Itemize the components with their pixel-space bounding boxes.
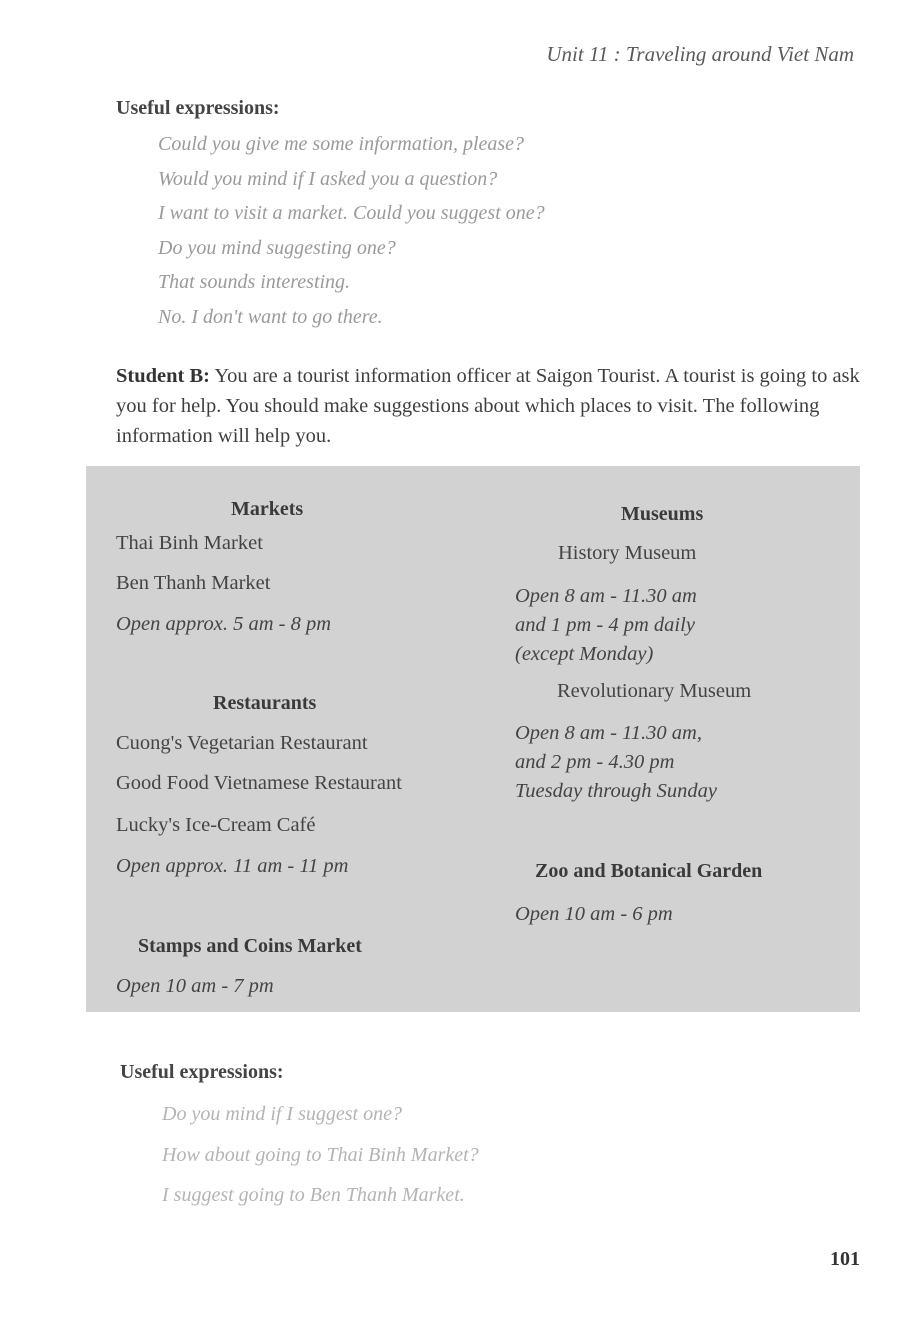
student-b-text: You are a tourist information officer at Saigon Tourist. A tourist is going to ask you for help. You should make suggestions about which places to visit. The following information will help you. xyxy=(116,365,860,447)
restaurant-item: Lucky's Ice-Cream Café xyxy=(116,814,316,836)
hours-line: Tuesday through Sunday xyxy=(515,780,717,802)
markets-hours: Open approx. 5 am - 8 pm xyxy=(116,613,332,635)
student-b-label: Student B: xyxy=(116,365,210,387)
restaurant-item: Cuong's Vegetarian Restaurant xyxy=(116,732,368,754)
history-museum-name: History Museum xyxy=(558,542,697,564)
useful-expressions-list-b xyxy=(162,1094,479,1216)
useful-expressions-list-a xyxy=(158,127,545,334)
list-item: Do you mind suggesting one? xyxy=(158,236,396,259)
hours-line: and 2 pm - 4.30 pm xyxy=(515,751,675,773)
student-b-instructions xyxy=(116,361,876,451)
tourist-info-panel xyxy=(86,466,860,1012)
list-item: No. I don't want to go there. xyxy=(158,305,383,328)
stamps-coins-heading: Stamps and Coins Market xyxy=(138,935,362,957)
stamps-coins-hours: Open 10 am - 7 pm xyxy=(116,975,274,997)
list-item: That sounds interesting. xyxy=(158,271,351,293)
hours-line: (except Monday) xyxy=(515,643,654,665)
revolutionary-museum-name: Revolutionary Museum xyxy=(557,680,752,702)
history-museum-hours xyxy=(515,582,697,669)
list-item: Could you give me some information, please? xyxy=(158,133,525,155)
zoo-heading: Zoo and Botanical Garden xyxy=(535,860,763,882)
unit-title: Unit 11 : Traveling around Viet Nam xyxy=(546,42,854,66)
hours-line: Open 8 am - 11.30 am xyxy=(515,585,697,607)
museums-heading: Museums xyxy=(621,503,704,525)
useful-expressions-heading: Useful expressions: xyxy=(116,97,280,119)
restaurants-heading: Restaurants xyxy=(213,692,317,714)
restaurant-item: Good Food Vietnamese Restaurant xyxy=(116,772,402,794)
zoo-hours: Open 10 am - 6 pm xyxy=(515,903,673,925)
restaurants-hours: Open approx. 11 am - 11 pm xyxy=(116,855,349,877)
market-item: Thai Binh Market xyxy=(116,532,263,554)
list-item: Do you mind if I suggest one? xyxy=(162,1103,402,1125)
hours-line: and 1 pm - 4 pm daily xyxy=(515,614,695,636)
page-number: 101 xyxy=(830,1248,860,1270)
list-item: I suggest going to Ben Thanh Market. xyxy=(162,1184,465,1206)
useful-expressions-heading-b: Useful expressions: xyxy=(120,1061,284,1083)
list-item: Would you mind if I asked you a question? xyxy=(158,167,498,190)
list-item: I want to visit a market. Could you suggest one? xyxy=(158,202,545,224)
revolutionary-museum-hours xyxy=(515,719,717,806)
list-item: How about going to Thai Binh Market? xyxy=(162,1143,479,1166)
markets-heading: Markets xyxy=(231,498,304,520)
market-item: Ben Thanh Market xyxy=(116,572,271,594)
hours-line: Open 8 am - 11.30 am, xyxy=(515,722,702,744)
